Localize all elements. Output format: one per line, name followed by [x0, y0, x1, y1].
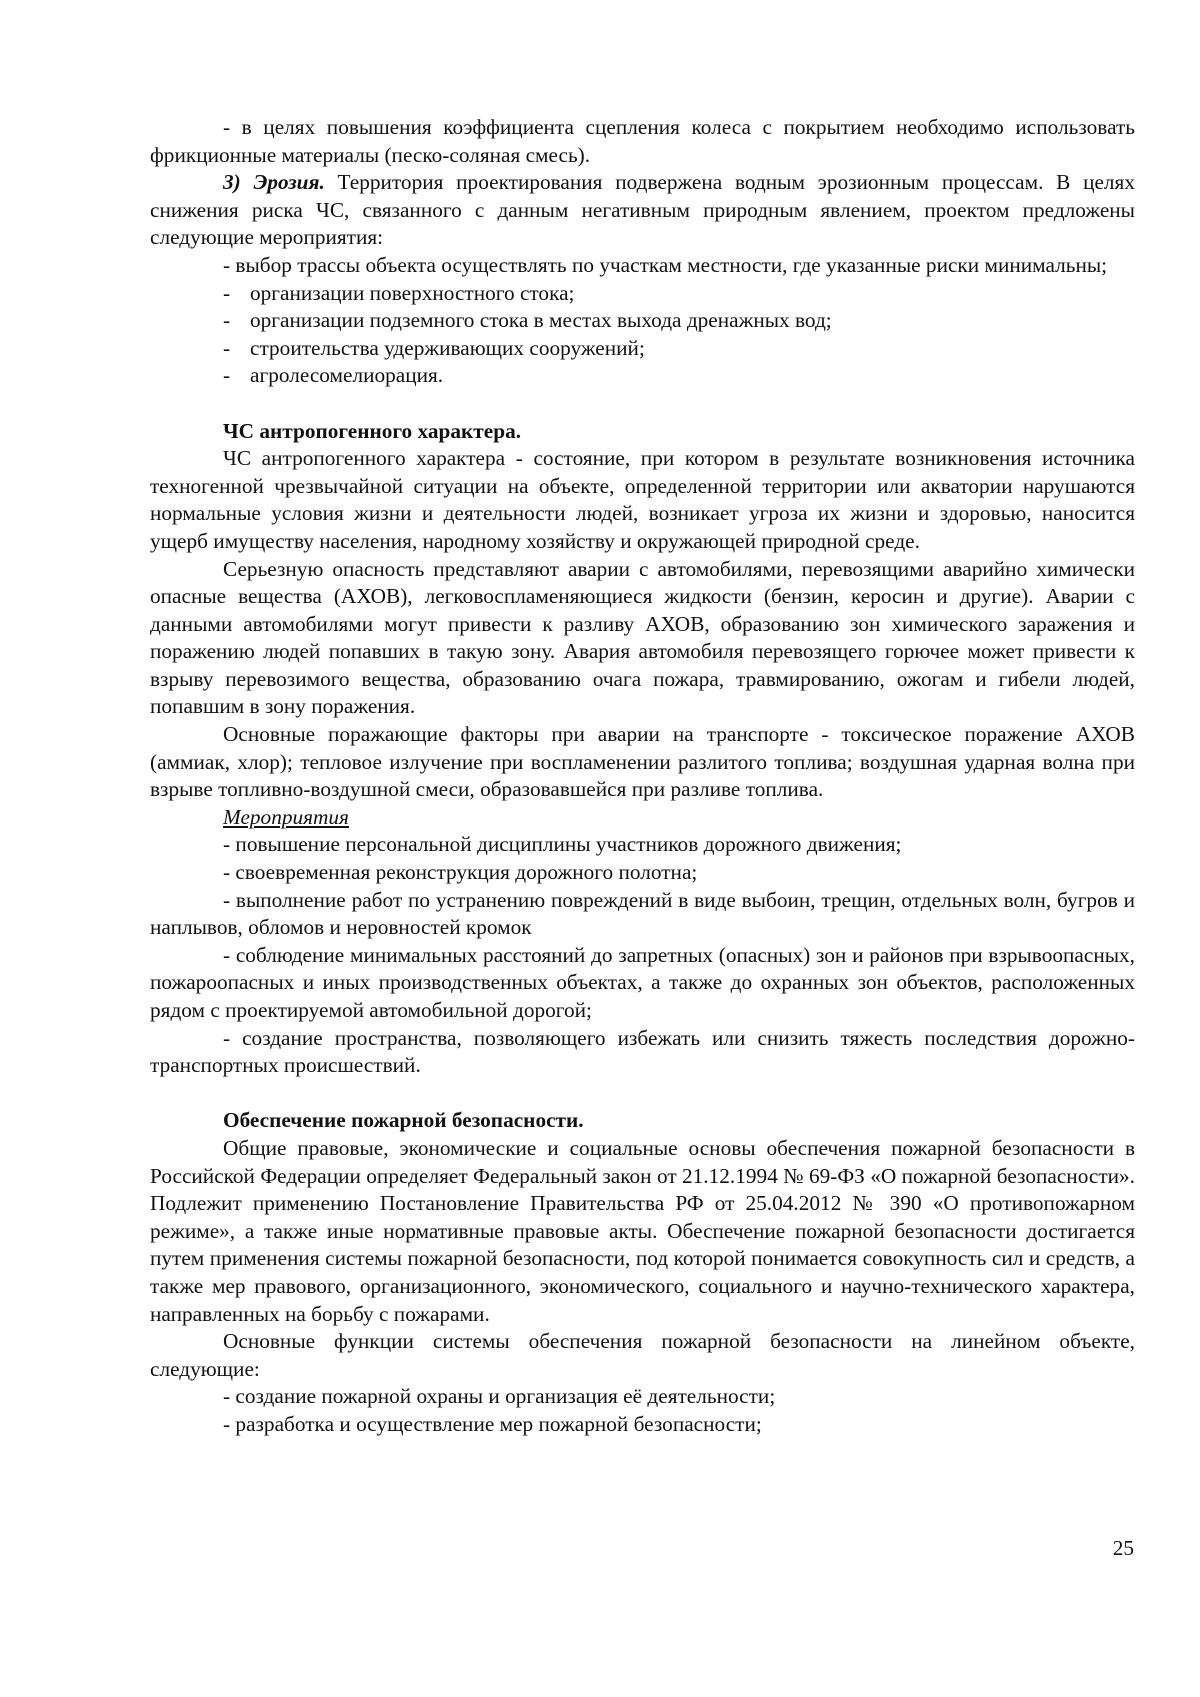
anthropogenic-paragraph-1: ЧС антропогенного характера - состояние, при котором в результате возникновения источника техногенной чрезвычайной ситуации на объекте, определенной территории или акватории нарушаются нормальные условия жизни и деятельности людей, возникает угроза их жизни и здоровью, наносится ущерб имуществу населения, народному хозяйству и окружающей природной среде.	[150, 446, 1135, 553]
list-item: - организации поверхностного стока;	[150, 280, 1135, 308]
section-heading-anthropogenic: ЧС антропогенного характера.	[223, 418, 522, 443]
list-item: - организации подземного стока в местах выхода дренажных вод;	[150, 307, 1135, 335]
measure-item: - своевременная реконструкция дорожного полотна;	[223, 860, 698, 885]
fire-safety-paragraph-1: Общие правовые, экономические и социальные основы обеспечения пожарной безопасности в Российской Федерации определяет Федеральный закон от 21.12.1994 № 69-ФЗ «О пожарной безопасности». Подлежит применению Постановление Правительства РФ от 25.04.2012 № 390 «О противопожарном режиме», а также иные нормативные правовые акты. Обеспечение пожарной безопасности достигается путем применения системы пожарной безопасности, под которой понимается совокупность сил и средств, а также мер правового, организационного, экономического, социального и научно-технического характера, направленных на борьбу с пожарами.	[150, 1135, 1135, 1326]
measure-item: - выполнение работ по устранению повреждений в виде выбоин, трещин, отдельных волн, бугров и наплывов, обломов и неровностей кромок	[150, 887, 1135, 940]
dash-marker: -	[223, 363, 231, 388]
measures-subheading: Мероприятия	[223, 804, 349, 829]
measure-item: - повышение персональной дисциплины участников дорожного движения;	[223, 832, 902, 857]
intro-paragraph: - в целях повышения коэффициента сцепления колеса с покрытием необходимо использовать фрикционные материалы (песко-соляная смесь).	[150, 115, 1135, 167]
erosion-paragraph	[150, 169, 1135, 252]
section-heading-fire-safety: Обеспечение пожарной безопасности.	[223, 1108, 584, 1133]
page-number: 25	[1112, 1536, 1134, 1560]
anthropogenic-paragraph-2: Серьезную опасность представляют аварии с автомобилями, перевозящими аварийно химически опасные вещества (АХОВ), легковоспламеняющиеся жидкости (бензин, керосин и другие). Аварии с данными автомобилями могут привести к разливу АХОВ, образованию зон химического заражения и поражению людей попавших в такую зону. Авария автомобиля перевозящего горючее может привести к взрыву перевозимого вещества, образованию очага пожара, травмированию, ожогам и гибели людей, попавшим в зону поражения.	[150, 556, 1135, 719]
dash-marker: -	[223, 280, 231, 305]
measure-item: - создание пространства, позволяющего избежать или снизить тяжесть последствия дорожно-транспортных происшествий.	[150, 1025, 1135, 1078]
measure-item: - соблюдение минимальных расстояний до запретных (опасных) зон и районов при взрывоопасных, пожароопасных и иных производственных объектах, а также до охранных зон объектов, расположенных рядом с проектируемой автомобильной дорогой;	[150, 942, 1135, 1022]
document-body	[150, 114, 1135, 1439]
anthropogenic-paragraph-3: Основные поражающие факторы при аварии на транспорте - токсическое поражение АХОВ (аммиак, хлор); тепловое излучение при воспламенении разлитого топлива; воздушная ударная волна при взрыве топливно-воздушной смеси, образовавшейся при разливе топлива.	[150, 722, 1135, 802]
list-item: - строительства удерживающих сооружений;	[150, 335, 1135, 363]
erosion-route-paragraph: - выбор трассы объекта осуществлять по участкам местности, где указанные риски минимальны;	[223, 252, 1108, 277]
erosion-text: Территория проектирования подвержена водным эрозионным процессам. В целях снижения риска ЧС, связанного с данным негативным природным явлением, проектом предложены следующие мероприятия:	[150, 170, 1135, 250]
erosion-label: 3) Эрозия.	[223, 170, 325, 195]
list-item: - агролесомелиорация.	[150, 362, 1135, 390]
fire-safety-paragraph-2: Основные функции системы обеспечения пожарной безопасности на линейном объекте, следующие:	[150, 1329, 1135, 1381]
dash-marker: -	[223, 308, 231, 333]
dash-marker: -	[223, 335, 231, 360]
fire-safety-item: - создание пожарной охраны и организация её деятельности;	[223, 1384, 776, 1409]
fire-safety-item: - разработка и осуществление мер пожарной безопасности;	[223, 1411, 762, 1436]
